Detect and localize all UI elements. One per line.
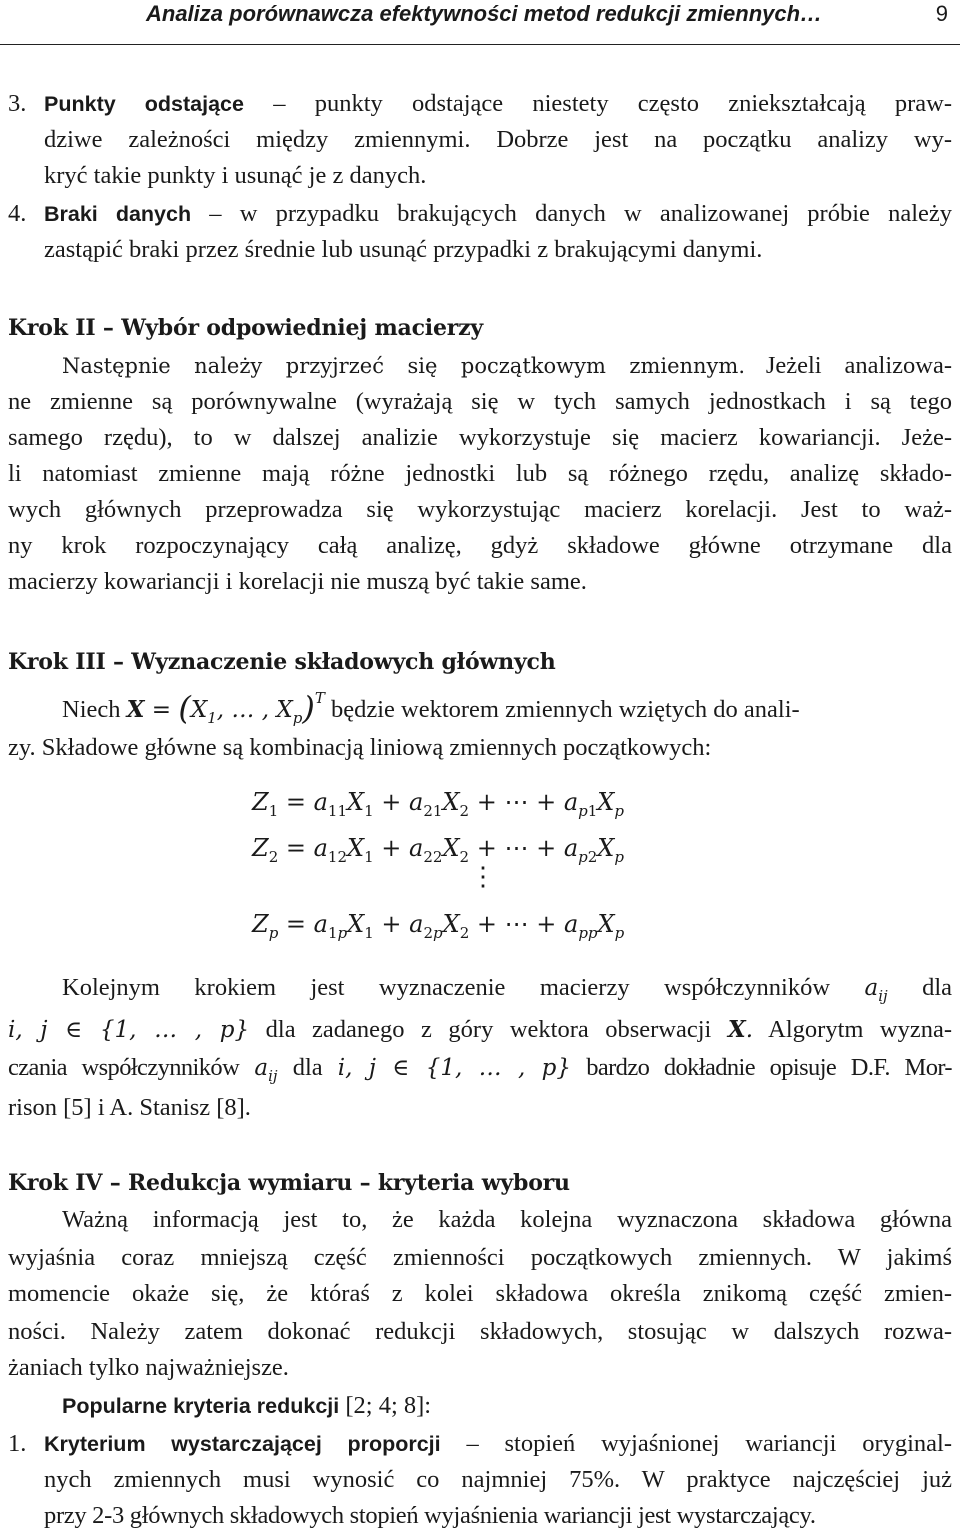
list-item-term: Punkty odstające	[44, 92, 244, 116]
step-3-para-line-2	[8, 1012, 952, 1048]
text: [2; 4; 8]:	[339, 1392, 432, 1419]
equation-zp: $Z_p = a_{1p}X_1 + a_{2p}X_2$ + ⋯ + $a_{pp}X_p$	[252, 910, 625, 942]
step-2-line-1	[62, 348, 952, 384]
vertical-ellipsis: ⋮	[470, 862, 496, 892]
text: dla zadanego z góry wektora obserwacji	[265, 1016, 712, 1043]
text: bardzo dokładnie opisuje D.F. Mor-	[586, 1054, 952, 1081]
equation-z2: $Z_2 = a_{12}X_1 + a_{22}X_2$ + ⋯ + $a_{p2}X_p$	[252, 834, 624, 866]
list-item-number: 3.	[8, 90, 27, 117]
step-3-para-line-4: rison [5] i A. Stanisz [8].	[8, 1094, 251, 1121]
text: Algorytm wyzna-	[768, 1016, 953, 1043]
math-aij: $a_{ij}$	[864, 975, 888, 1005]
list-item-3-line-3: kryć takie punkty i usunąć je z danych.	[44, 162, 427, 189]
text: stopień wyjaśnionej wariancji oryginal-	[504, 1430, 953, 1457]
step-4-line-3: momencie okaże się, że któraś z kolei składowa określa znikomą część zmien-	[8, 1280, 952, 1307]
section-heading-step-2: Krok II – Wybór odpowiedniej macierzy	[8, 315, 484, 341]
list-item-4-line-1	[44, 196, 952, 232]
step-2-line-4: li natomiast zmienne mają różne jednostki lub są różnego rzędu, analizę składo-	[8, 460, 952, 487]
text: punkty odstające niestety często zniekształcają praw-	[314, 90, 953, 117]
step-2-line-2: ne zmienne są porównywalne (wyrażają się w tych samych jednostkach i są tego	[8, 388, 952, 415]
math-vector-x: $X = (X_1$, … , $X_p)^T$	[126, 689, 325, 727]
step-4-line-1: Ważną informacją jest to, że każda kolejna wyznaczona składowa główna	[62, 1206, 952, 1233]
math-bold-x: X.	[727, 1016, 754, 1043]
popular-criteria-line	[62, 1388, 960, 1424]
list-item-3-line-1	[44, 86, 952, 122]
text: w przypadku brakujących danych w analizowanej próbie należy	[239, 200, 953, 227]
text: będzie wektorem zmiennych wziętych do anali-	[330, 696, 800, 723]
step-2-line-7: macierzy kowariancji i korelacji nie muszą być takie same.	[8, 568, 587, 595]
step-4-line-2: wyjaśnia coraz mniejszą część zmienności początkowych zmiennych. W jakimś	[8, 1244, 952, 1271]
list-item-4-line-2: zastąpić braki przez średnie lub usunąć przypadki z brakującymi danymi.	[44, 236, 763, 263]
step-2-lead: Następnie należy przyjrzeć się początkowym zmiennym.	[62, 354, 745, 378]
math-index-set: i, j ∈ {1, … , p}	[337, 1055, 572, 1081]
step-4-line-5: żaniach tylko najważniejsze.	[8, 1354, 289, 1381]
step-2-line-5: wych głównych przeprowadza się wykorzystując macierz korelacji. Jest to waż-	[8, 496, 952, 523]
dash: –	[191, 200, 240, 227]
step-3-para-line-1	[62, 970, 952, 1008]
list-item-3-line-2: dziwe zależności między zmiennymi. Dobrze jest na początku analizy wy-	[44, 126, 952, 153]
text: czania współczynników	[8, 1054, 240, 1081]
criterion-1-line-3: przy 2-3 głównych składowych stopień wyjaśnienia wariancji jest wystarczający.	[44, 1502, 816, 1529]
popular-criteria-term: Popularne kryteria redukcji	[62, 1394, 340, 1418]
dash: –	[440, 1430, 505, 1457]
step-3-line-1	[62, 688, 952, 730]
dash: –	[243, 90, 315, 117]
page-number: 9	[935, 1, 948, 26]
step-3-para-line-3	[8, 1050, 952, 1088]
text: dla	[292, 1054, 323, 1081]
step-4-line-4: ności. Należy zatem dokonać redukcji składowych, stosując w dalszych rozwa-	[8, 1318, 952, 1345]
step-2-line-6: ny krok rozpoczynający całą analizę, gdyż składowe główne otrzymane dla	[8, 532, 952, 559]
criterion-term: Kryterium wystarczającej proporcji	[44, 1432, 441, 1456]
text: Jeżeli analizowa-	[765, 352, 953, 379]
section-heading-step-4: Krok IV – Redukcja wymiaru – kryteria wyboru	[8, 1170, 570, 1196]
step-2-line-3: samego rzędu), to w dalszej analizie wykorzystuje się macierz kowariancji. Jeże-	[8, 424, 952, 451]
equation-z1: $Z_1 = a_{11}X_1 + a_{21}X_2$ + ⋯ + $a_{p1}X_p$	[252, 788, 624, 820]
header-title: Analiza porównawcza efektywności metod redukcji zmiennych…	[146, 1, 823, 26]
criterion-1-line-1	[44, 1426, 952, 1462]
math-aij: $a_{ij}$	[254, 1055, 278, 1085]
step-3-line-2: zy. Składowe główne są kombinacją liniową zmiennych początkowych:	[8, 734, 712, 761]
list-item-term: Braki danych	[44, 202, 192, 226]
section-heading-step-3: Krok III – Wyznaczenie składowych głównych	[8, 649, 556, 675]
text: Kolejnym krokiem jest wyznaczenie macierzy współczynników	[62, 974, 831, 1001]
list-item-number: 4.	[8, 200, 27, 227]
criterion-1-line-2: nych zmiennych musi wynosić co najmniej 75%. W praktyce najczęściej już	[44, 1466, 952, 1493]
running-header	[0, 0, 960, 45]
math-index-set: i, j ∈ {1, … , p}	[8, 1017, 250, 1043]
text: Niech	[62, 696, 121, 723]
text: dla	[922, 974, 952, 1001]
list-item-number: 1.	[8, 1430, 27, 1457]
